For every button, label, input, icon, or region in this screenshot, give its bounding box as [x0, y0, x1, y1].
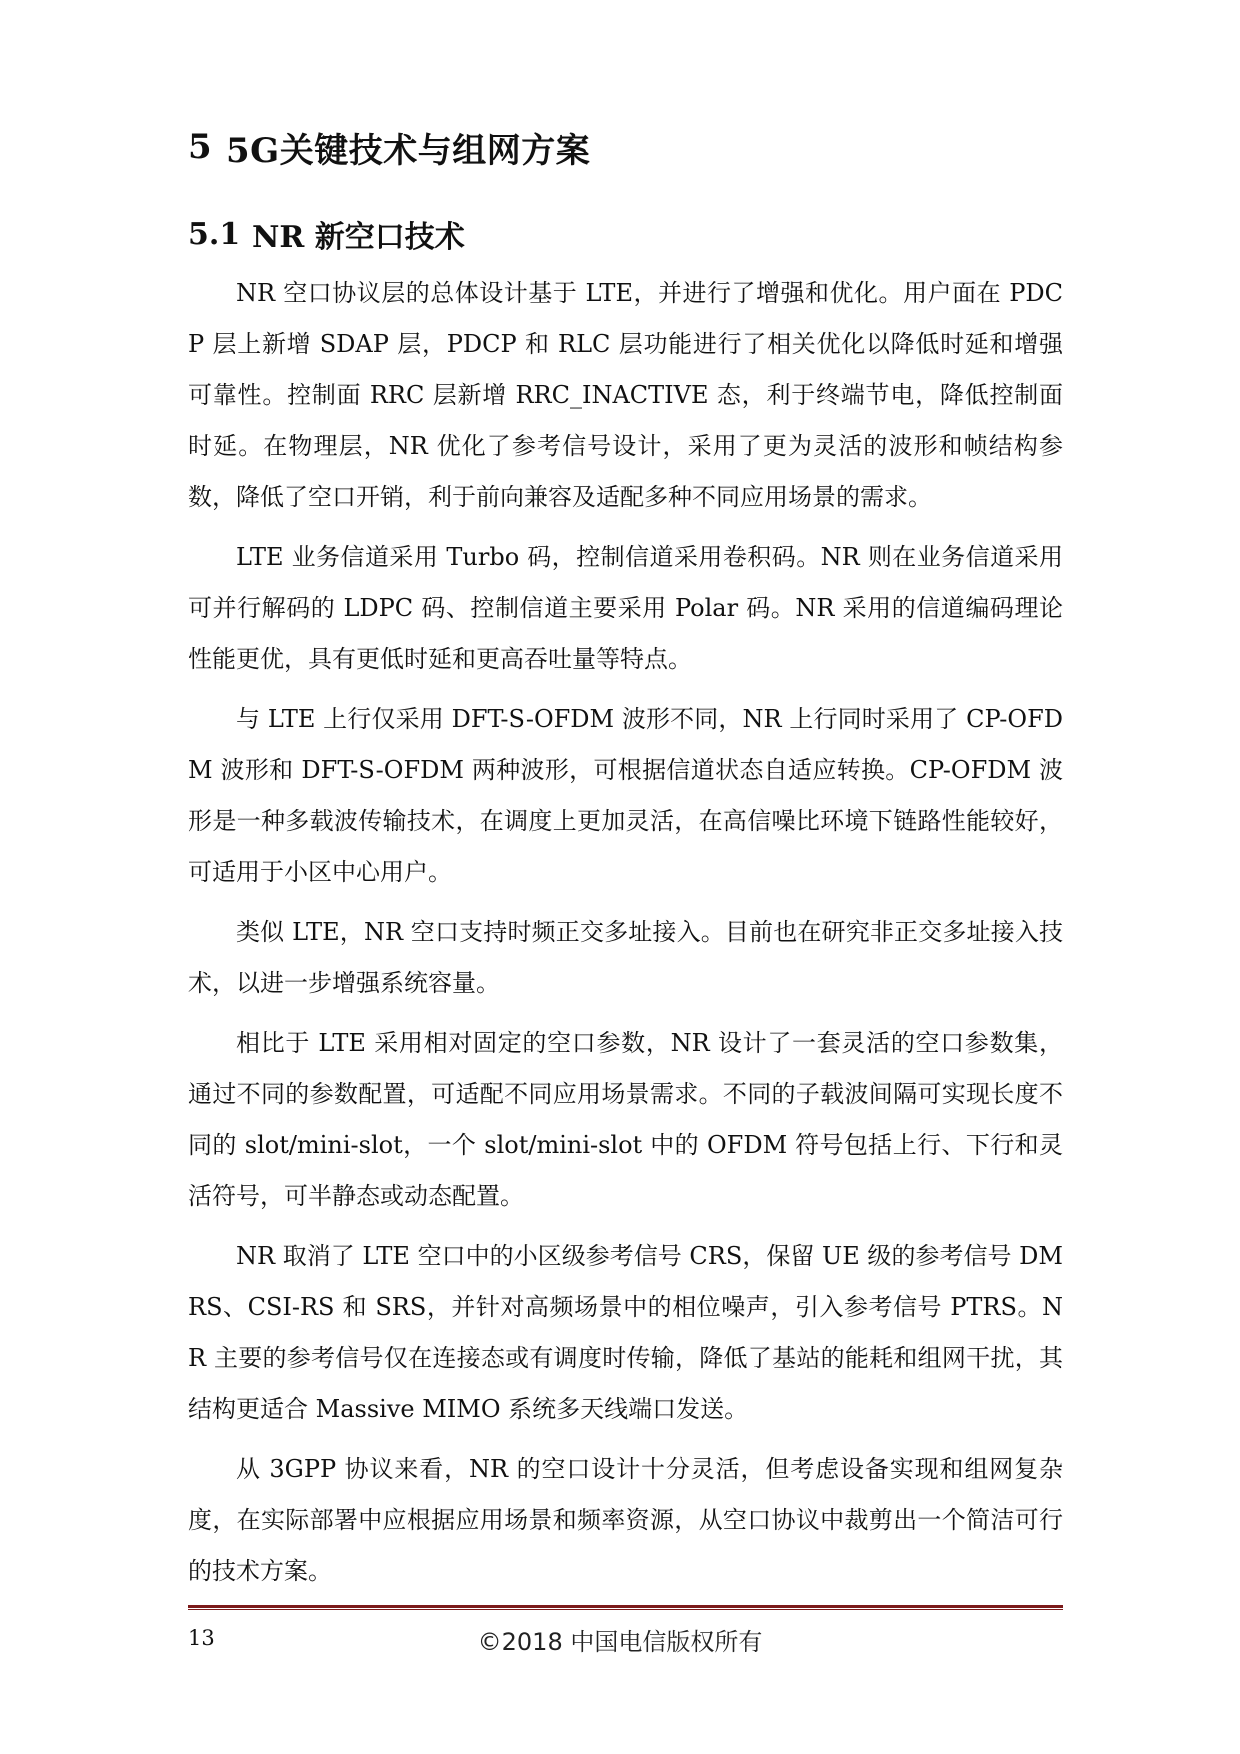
footer-divider	[188, 1605, 1063, 1610]
body-paragraph: NR 空口协议层的总体设计基于 LTE，并进行了增强和优化。用户面在 PDCP 层上新增 SDAP 层，PDCP 和 RLC 层功能进行了相关优化以降低时延和增强可靠性。控制面 RRC 层新增 RRC_INACTIVE 态，利于终端节电，降低控制面时延。在物理层，NR 优化了参考信号设计，采用了更为灵活的波形和帧结构参数，降低了空口开销，利于前向兼容及适配多种不同应用场景的需求。	[188, 279, 1063, 511]
body-paragraph: NR 取消了 LTE 空口中的小区级参考信号 CRS，保留 UE 级的参考信号 DMRS、CSI-RS 和 SRS，并针对高频场景中的相位噪声，引入参考信号 PTRS。NR 主要的参考信号仅在连接态或有调度时传输，降低了基站的能耗和组网干扰，其结构更适合 Massive MIMO 系统多天线端口发送。	[188, 1242, 1063, 1423]
section-number: 5.1	[188, 216, 241, 252]
footer-copyright: ©2018 中国电信版权所有	[477, 1628, 763, 1656]
body-paragraph: 类似 LTE，NR 空口支持时频正交多址接入。目前也在研究非正交多址接入技术，以进一步增强系统容量。	[188, 918, 1063, 997]
section-title: NR 新空口技术	[252, 220, 465, 255]
section-heading	[188, 206, 1063, 262]
body-paragraph: 从 3GPP 协议来看，NR 的空口设计十分灵活，但考虑设备实现和组网复杂度，在实际部署中应根据应用场景和频率资源，从空口协议中裁剪出一个简洁可行的技术方案。	[188, 1455, 1063, 1585]
chapter-number: 5	[188, 127, 213, 167]
page-content	[188, 112, 1063, 1606]
chapter-heading	[188, 112, 1063, 182]
section-body	[188, 268, 1063, 1597]
body-paragraph: LTE 业务信道采用 Turbo 码，控制信道采用卷积码。NR 则在业务信道采用可并行解码的 LDPC 码、控制信道主要采用 Polar 码。NR 采用的信道编码理论性能更优，具有更低时延和更高吞吐量等特点。	[188, 543, 1063, 673]
page-number: 13	[188, 1626, 215, 1650]
chapter-title: 5G关键技术与组网方案	[226, 130, 591, 171]
body-paragraph: 相比于 LTE 采用相对固定的空口参数，NR 设计了一套灵活的空口参数集，通过不同的参数配置，可适配不同应用场景需求。不同的子载波间隔可实现长度不同的 slot/mini-slot，一个 slot/mini-slot 中的 OFDM 符号包括上行、下行和灵活符号，可半静态或动态配置。	[188, 1029, 1063, 1210]
body-paragraph: 与 LTE 上行仅采用 DFT-S-OFDM 波形不同，NR 上行同时采用了 CP-OFDM 波形和 DFT-S-OFDM 两种波形，可根据信道状态自适应转换。CP-OFDM 波形是一种多载波传输技术，在调度上更加灵活，在高信噪比环境下链路性能较好，可适用于小区中心用户。	[188, 705, 1063, 886]
